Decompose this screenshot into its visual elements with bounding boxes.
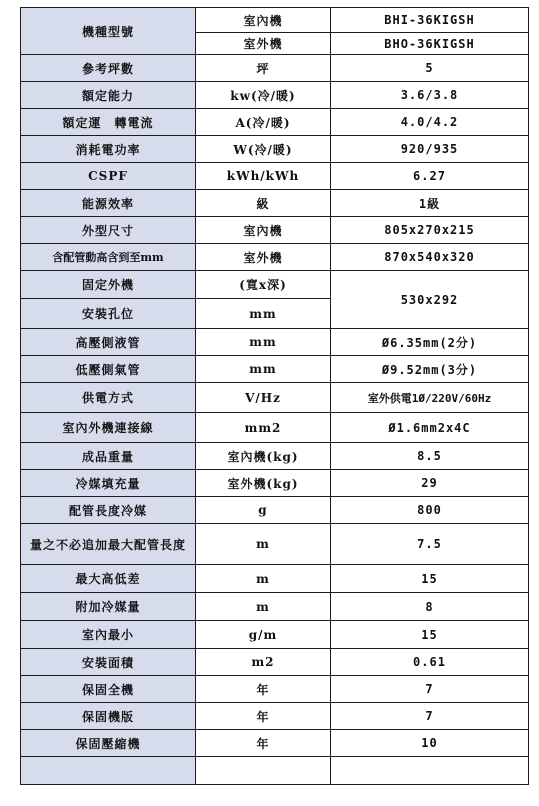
table-row xyxy=(21,703,529,730)
table-row xyxy=(21,8,529,33)
row-value[interactable]: Ø1.6mm2x4C xyxy=(331,413,529,443)
empty-cell[interactable] xyxy=(331,757,529,785)
row-label[interactable]: 額定運 轉電流 xyxy=(21,109,196,136)
row-value[interactable]: Ø9.52mm(3分) xyxy=(331,356,529,383)
outdoor-unit-label[interactable]: 室外機 xyxy=(196,33,331,55)
row-value[interactable]: 8 xyxy=(331,593,529,621)
table-row xyxy=(21,109,529,136)
row-value[interactable]: 6.27 xyxy=(331,163,529,190)
row-value[interactable]: 8.5 xyxy=(331,443,529,470)
table-row xyxy=(21,163,529,190)
row-label[interactable]: 低壓側氣管 xyxy=(21,356,196,383)
row-label[interactable]: 參考坪數 xyxy=(21,55,196,82)
empty-cell[interactable] xyxy=(196,757,331,785)
table-row xyxy=(21,443,529,470)
row-label[interactable]: CSPF xyxy=(21,163,196,190)
row-value[interactable]: 7.5 xyxy=(331,524,529,565)
row-unit[interactable]: W(冷/暖) xyxy=(196,136,331,163)
table-row xyxy=(21,621,529,649)
row-label[interactable]: 最大高低差 xyxy=(21,565,196,593)
table-row xyxy=(21,383,529,413)
table-row xyxy=(21,55,529,82)
row-label[interactable]: 高壓側液管 xyxy=(21,329,196,356)
row-unit[interactable]: 室外機 xyxy=(196,244,331,271)
table-row xyxy=(21,676,529,703)
row-value[interactable]: 15 xyxy=(331,565,529,593)
table-row xyxy=(21,649,529,676)
model-label[interactable]: 機種型號 xyxy=(21,8,196,55)
row-unit[interactable]: V/Hz xyxy=(196,383,331,413)
row-label[interactable]: 保固全機 xyxy=(21,676,196,703)
row-unit[interactable]: m2 xyxy=(196,649,331,676)
row-label[interactable]: 保固機版 xyxy=(21,703,196,730)
row-value[interactable]: 1級 xyxy=(331,190,529,217)
row-label[interactable]: 含配管動高含到至mm xyxy=(21,244,196,271)
row-unit[interactable]: 坪 xyxy=(196,55,331,82)
row-label[interactable]: 外型尺寸 xyxy=(21,217,196,244)
table-row xyxy=(21,82,529,109)
indoor-unit-label[interactable]: 室內機 xyxy=(196,8,331,33)
row-label[interactable]: 額定能力 xyxy=(21,82,196,109)
row-unit[interactable]: 室外機(kg) xyxy=(196,470,331,497)
row-label[interactable]: 量之不必追加最大配管長度 xyxy=(21,524,196,565)
row-label[interactable]: 固定外機 xyxy=(21,271,196,299)
table-row xyxy=(21,244,529,271)
table-row xyxy=(21,730,529,757)
warranty-value[interactable]: 7 xyxy=(331,676,529,703)
table-row xyxy=(21,413,529,443)
row-value[interactable]: 29 xyxy=(331,470,529,497)
row-label[interactable]: 保固壓縮機 xyxy=(21,730,196,757)
mounting-value[interactable]: 530x292 xyxy=(331,271,529,329)
spec-sheet xyxy=(20,7,528,785)
row-label[interactable]: 安裝孔位 xyxy=(21,299,196,329)
row-value[interactable]: 5 xyxy=(331,55,529,82)
row-value[interactable]: 870x540x320 xyxy=(331,244,529,271)
row-value[interactable]: 4.0/4.2 xyxy=(331,109,529,136)
row-unit[interactable]: 室內機(kg) xyxy=(196,443,331,470)
row-unit[interactable]: A(冷/暖) xyxy=(196,109,331,136)
row-unit[interactable]: m xyxy=(196,565,331,593)
table-row xyxy=(21,565,529,593)
row-unit[interactable]: m xyxy=(196,524,331,565)
table-row xyxy=(21,136,529,163)
row-label[interactable]: 消耗電功率 xyxy=(21,136,196,163)
row-label[interactable]: 供電方式 xyxy=(21,383,196,413)
row-unit[interactable]: mm xyxy=(196,299,331,329)
row-unit[interactable]: 年 xyxy=(196,703,331,730)
row-value[interactable]: 0.61 xyxy=(331,649,529,676)
row-value[interactable]: 800 xyxy=(331,497,529,524)
row-unit[interactable]: 級 xyxy=(196,190,331,217)
table-row xyxy=(21,190,529,217)
row-value[interactable]: 室外供電1Ø/220V/60Hz xyxy=(331,383,529,413)
row-label[interactable]: 配管長度冷媒 xyxy=(21,497,196,524)
row-unit[interactable]: mm xyxy=(196,356,331,383)
row-unit[interactable]: kWh/kWh xyxy=(196,163,331,190)
row-unit[interactable]: mm xyxy=(196,329,331,356)
outdoor-model-value[interactable]: BHO-36KIGSH xyxy=(331,33,529,55)
row-unit[interactable]: g/m xyxy=(196,621,331,649)
row-unit[interactable]: 年 xyxy=(196,730,331,757)
row-value[interactable]: 3.6/3.8 xyxy=(331,82,529,109)
row-unit[interactable]: g xyxy=(196,497,331,524)
warranty-value[interactable]: 7 xyxy=(331,703,529,730)
warranty-value[interactable]: 10 xyxy=(331,730,529,757)
row-value[interactable]: 805x270x215 xyxy=(331,217,529,244)
table-row xyxy=(21,271,529,299)
row-unit[interactable]: 室內機 xyxy=(196,217,331,244)
row-label[interactable]: 附加冷媒量 xyxy=(21,593,196,621)
row-label[interactable]: 安裝面積 xyxy=(21,649,196,676)
row-unit[interactable]: 年 xyxy=(196,676,331,703)
table-row xyxy=(21,356,529,383)
table-row xyxy=(21,217,529,244)
row-label[interactable]: 成品重量 xyxy=(21,443,196,470)
row-label[interactable]: 能源效率 xyxy=(21,190,196,217)
row-value[interactable]: Ø6.35mm(2分) xyxy=(331,329,529,356)
empty-row xyxy=(21,757,529,785)
row-unit[interactable]: (寬x深) xyxy=(196,271,331,299)
row-label[interactable]: 室內外機連接線 xyxy=(21,413,196,443)
row-label[interactable]: 冷媒填充量 xyxy=(21,470,196,497)
row-unit[interactable]: m xyxy=(196,593,331,621)
table-row xyxy=(21,524,529,565)
indoor-model-value[interactable]: BHI-36KIGSH xyxy=(331,8,529,33)
spec-table xyxy=(20,7,529,785)
empty-cell[interactable] xyxy=(21,757,196,785)
row-value[interactable]: 920/935 xyxy=(331,136,529,163)
table-row xyxy=(21,497,529,524)
table-row xyxy=(21,329,529,356)
table-row xyxy=(21,470,529,497)
table-row xyxy=(21,593,529,621)
row-unit[interactable]: kw(冷/暖) xyxy=(196,82,331,109)
row-value[interactable]: 15 xyxy=(331,621,529,649)
row-unit[interactable]: mm2 xyxy=(196,413,331,443)
row-label[interactable]: 室內最小 xyxy=(21,621,196,649)
